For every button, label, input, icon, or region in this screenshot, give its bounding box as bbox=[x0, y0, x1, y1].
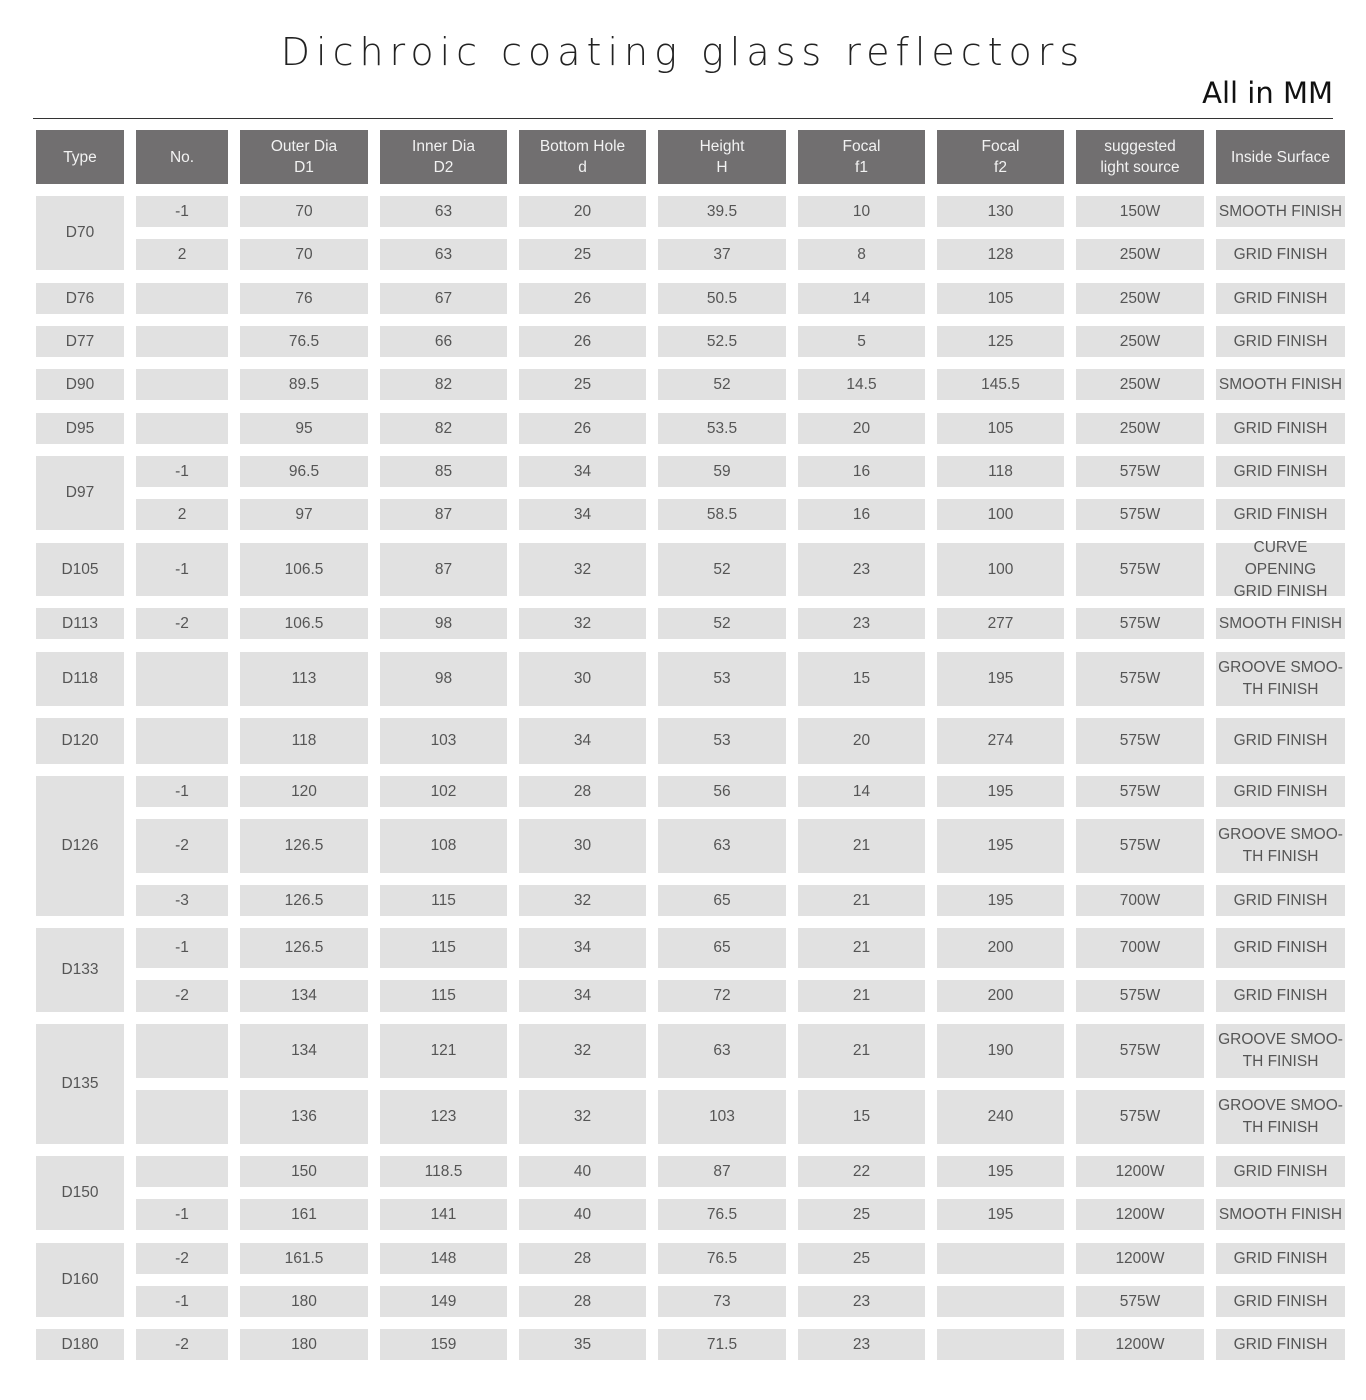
outer-dia-cell: 106.5 bbox=[240, 608, 368, 639]
no-cell bbox=[136, 1090, 228, 1144]
inner-dia-cell: 102 bbox=[380, 776, 507, 807]
inner-dia-cell: 115 bbox=[380, 885, 507, 916]
focal-f1-cell: 16 bbox=[798, 499, 925, 530]
header-label: Height bbox=[699, 138, 745, 155]
bottom-hole-cell: 34 bbox=[519, 928, 646, 968]
surface-line: GRID FINISH bbox=[1233, 332, 1328, 350]
light-source-cell: 250W bbox=[1076, 326, 1204, 357]
inside-surface-cell bbox=[1216, 652, 1345, 706]
surface-line: GRID FINISH bbox=[1233, 1162, 1328, 1180]
type-cell: D97 bbox=[36, 456, 124, 530]
light-source-cell: 575W bbox=[1076, 819, 1204, 873]
bottom-hole-cell: 40 bbox=[519, 1156, 646, 1187]
focal-f2-cell bbox=[937, 1286, 1064, 1317]
inside-surface-cell bbox=[1216, 1090, 1345, 1144]
surface-line: TH FINISH bbox=[1242, 1119, 1319, 1136]
inside-surface-cell bbox=[1216, 369, 1345, 400]
header-label: Outer Dia bbox=[270, 138, 338, 155]
bottom-hole-cell: 34 bbox=[519, 980, 646, 1012]
inner-dia-cell: 63 bbox=[380, 196, 507, 227]
inside-surface-cell bbox=[1216, 819, 1345, 873]
bottom-hole-cell: 32 bbox=[519, 1090, 646, 1144]
bottom-hole-cell: 20 bbox=[519, 196, 646, 227]
inner-dia-cell: 148 bbox=[380, 1243, 507, 1274]
height-cell: 58.5 bbox=[658, 499, 786, 530]
inside-surface-cell bbox=[1216, 196, 1345, 227]
inner-dia-cell: 108 bbox=[380, 819, 507, 873]
focal-f2-cell: 145.5 bbox=[937, 369, 1064, 400]
type-cell: D126 bbox=[36, 776, 124, 916]
no-cell: -1 bbox=[136, 196, 228, 227]
type-cell: D160 bbox=[36, 1243, 124, 1317]
surface-line: SMOOTH FINISH bbox=[1218, 1205, 1343, 1223]
light-source-cell: 250W bbox=[1076, 239, 1204, 270]
height-cell: 53 bbox=[658, 652, 786, 706]
header-label: No. bbox=[169, 148, 195, 166]
inner-dia-cell: 121 bbox=[380, 1024, 507, 1078]
inside-surface-cell bbox=[1216, 776, 1345, 807]
outer-dia-cell: 126.5 bbox=[240, 885, 368, 916]
type-cell: D135 bbox=[36, 1024, 124, 1144]
height-cell: 53 bbox=[658, 718, 786, 764]
height-cell: 50.5 bbox=[658, 283, 786, 314]
light-source-cell: 700W bbox=[1076, 885, 1204, 916]
bottom-hole-cell: 28 bbox=[519, 776, 646, 807]
surface-line: GRID FINISH bbox=[1233, 1249, 1328, 1267]
header-label: light source bbox=[1100, 159, 1180, 176]
outer-dia-cell: 70 bbox=[240, 196, 368, 227]
inside-surface-cell bbox=[1216, 1199, 1345, 1230]
inside-surface-cell bbox=[1216, 1286, 1345, 1317]
outer-dia-cell: 134 bbox=[240, 1024, 368, 1078]
surface-line: GRID FINISH bbox=[1233, 245, 1328, 263]
surface-line: GRID FINISH bbox=[1233, 939, 1328, 956]
focal-f1-cell: 21 bbox=[798, 819, 925, 873]
bottom-hole-cell: 28 bbox=[519, 1286, 646, 1317]
outer-dia-cell: 150 bbox=[240, 1156, 368, 1187]
focal-f2-cell: 240 bbox=[937, 1090, 1064, 1144]
light-source-cell: 575W bbox=[1076, 608, 1204, 639]
inside-surface-cell bbox=[1216, 283, 1345, 314]
focal-f1-cell: 21 bbox=[798, 1024, 925, 1078]
outer-dia-cell: 136 bbox=[240, 1090, 368, 1144]
surface-line: TH FINISH bbox=[1242, 1053, 1319, 1070]
header-label: H bbox=[716, 159, 728, 176]
light-source-cell: 1200W bbox=[1076, 1329, 1204, 1360]
surface-line: SMOOTH FINISH bbox=[1218, 614, 1343, 632]
inside-surface-cell bbox=[1216, 718, 1345, 764]
focal-f1-cell: 14 bbox=[798, 776, 925, 807]
focal-f2-cell: 200 bbox=[937, 980, 1064, 1012]
light-source-cell: 575W bbox=[1076, 652, 1204, 706]
no-cell: -2 bbox=[136, 980, 228, 1012]
surface-line: GROOVE SMOO- bbox=[1218, 659, 1343, 676]
inner-dia-cell: 87 bbox=[380, 543, 507, 596]
focal-f1-cell: 5 bbox=[798, 326, 925, 357]
header-cell bbox=[240, 130, 368, 184]
outer-dia-cell: 120 bbox=[240, 776, 368, 807]
no-cell bbox=[136, 1156, 228, 1187]
focal-f2-cell: 274 bbox=[937, 718, 1064, 764]
inner-dia-cell: 85 bbox=[380, 456, 507, 487]
focal-f2-cell bbox=[937, 1243, 1064, 1274]
surface-line: GRID FINISH bbox=[1233, 289, 1328, 307]
bottom-hole-cell: 32 bbox=[519, 608, 646, 639]
inside-surface-cell bbox=[1216, 928, 1345, 968]
surface-line: GROOVE SMOO- bbox=[1218, 826, 1343, 843]
light-source-cell: 250W bbox=[1076, 369, 1204, 400]
height-cell: 37 bbox=[658, 239, 786, 270]
inner-dia-cell: 118.5 bbox=[380, 1156, 507, 1187]
height-cell: 76.5 bbox=[658, 1199, 786, 1230]
focal-f1-cell: 25 bbox=[798, 1243, 925, 1274]
header-cell bbox=[1216, 130, 1345, 184]
outer-dia-cell: 126.5 bbox=[240, 819, 368, 873]
no-cell: -1 bbox=[136, 928, 228, 968]
type-cell: D70 bbox=[36, 196, 124, 270]
light-source-cell: 250W bbox=[1076, 283, 1204, 314]
header-label: Inside Surface bbox=[1230, 148, 1331, 166]
header-cell bbox=[1076, 130, 1204, 184]
height-cell: 59 bbox=[658, 456, 786, 487]
light-source-cell: 1200W bbox=[1076, 1156, 1204, 1187]
outer-dia-cell: 134 bbox=[240, 980, 368, 1012]
bottom-hole-cell: 34 bbox=[519, 718, 646, 764]
surface-line: GRID FINISH bbox=[1233, 419, 1328, 437]
type-cell: D77 bbox=[36, 326, 124, 357]
surface-line: GRID FINISH bbox=[1233, 782, 1328, 800]
height-cell: 52.5 bbox=[658, 326, 786, 357]
light-source-cell: 700W bbox=[1076, 928, 1204, 968]
height-cell: 65 bbox=[658, 885, 786, 916]
light-source-cell: 575W bbox=[1076, 1286, 1204, 1317]
type-cell: D120 bbox=[36, 718, 124, 764]
no-cell: -1 bbox=[136, 543, 228, 596]
light-source-cell: 575W bbox=[1076, 776, 1204, 807]
outer-dia-cell: 95 bbox=[240, 413, 368, 444]
surface-line: GRID FINISH bbox=[1233, 582, 1328, 600]
no-cell bbox=[136, 326, 228, 357]
focal-f1-cell: 15 bbox=[798, 1090, 925, 1144]
inner-dia-cell: 149 bbox=[380, 1286, 507, 1317]
focal-f2-cell: 195 bbox=[937, 776, 1064, 807]
focal-f1-cell: 16 bbox=[798, 456, 925, 487]
height-cell: 63 bbox=[658, 1024, 786, 1078]
bottom-hole-cell: 26 bbox=[519, 413, 646, 444]
no-cell: -1 bbox=[136, 776, 228, 807]
title-divider bbox=[33, 118, 1333, 119]
no-cell: -2 bbox=[136, 608, 228, 639]
height-cell: 52 bbox=[658, 543, 786, 596]
light-source-cell: 250W bbox=[1076, 413, 1204, 444]
height-cell: 56 bbox=[658, 776, 786, 807]
height-cell: 52 bbox=[658, 608, 786, 639]
header-label: Type bbox=[63, 148, 97, 166]
inside-surface-cell bbox=[1216, 538, 1345, 600]
surface-line: GRID FINISH bbox=[1233, 891, 1328, 909]
no-cell: -1 bbox=[136, 456, 228, 487]
no-cell bbox=[136, 1024, 228, 1078]
surface-line: GRID FINISH bbox=[1233, 732, 1328, 749]
focal-f2-cell: 125 bbox=[937, 326, 1064, 357]
inner-dia-cell: 98 bbox=[380, 652, 507, 706]
outer-dia-cell: 161 bbox=[240, 1199, 368, 1230]
inside-surface-cell bbox=[1216, 456, 1345, 487]
light-source-cell: 575W bbox=[1076, 1024, 1204, 1078]
header-label: f1 bbox=[855, 159, 868, 176]
focal-f1-cell: 21 bbox=[798, 928, 925, 968]
header-cell bbox=[937, 130, 1064, 184]
surface-line: GRID FINISH bbox=[1233, 987, 1328, 1004]
inner-dia-cell: 103 bbox=[380, 718, 507, 764]
header-label: Bottom Hole bbox=[539, 138, 626, 155]
height-cell: 39.5 bbox=[658, 196, 786, 227]
focal-f1-cell: 21 bbox=[798, 980, 925, 1012]
focal-f2-cell: 100 bbox=[937, 499, 1064, 530]
inner-dia-cell: 141 bbox=[380, 1199, 507, 1230]
focal-f2-cell: 105 bbox=[937, 283, 1064, 314]
no-cell bbox=[136, 369, 228, 400]
height-cell: 72 bbox=[658, 980, 786, 1012]
type-cell: D133 bbox=[36, 928, 124, 1012]
type-cell: D76 bbox=[36, 283, 124, 314]
focal-f1-cell: 23 bbox=[798, 1329, 925, 1360]
surface-line: GROOVE SMOO- bbox=[1218, 1031, 1343, 1048]
light-source-cell: 575W bbox=[1076, 543, 1204, 596]
header-cell bbox=[136, 130, 228, 184]
bottom-hole-cell: 32 bbox=[519, 885, 646, 916]
inside-surface-cell bbox=[1216, 326, 1345, 357]
focal-f2-cell bbox=[937, 1329, 1064, 1360]
inner-dia-cell: 123 bbox=[380, 1090, 507, 1144]
type-cell: D90 bbox=[36, 369, 124, 400]
focal-f1-cell: 14 bbox=[798, 283, 925, 314]
inner-dia-cell: 159 bbox=[380, 1329, 507, 1360]
no-cell: -2 bbox=[136, 1329, 228, 1360]
bottom-hole-cell: 34 bbox=[519, 456, 646, 487]
inside-surface-cell bbox=[1216, 1329, 1345, 1360]
no-cell bbox=[136, 413, 228, 444]
unit-note: All in MM bbox=[1202, 76, 1333, 110]
no-cell: 2 bbox=[136, 499, 228, 530]
no-cell bbox=[136, 283, 228, 314]
header-label: Inner Dia bbox=[412, 138, 475, 155]
outer-dia-cell: 76 bbox=[240, 283, 368, 314]
header-label: Focal bbox=[981, 138, 1020, 155]
inner-dia-cell: 63 bbox=[380, 239, 507, 270]
focal-f1-cell: 22 bbox=[798, 1156, 925, 1187]
no-cell: -3 bbox=[136, 885, 228, 916]
focal-f1-cell: 15 bbox=[798, 652, 925, 706]
header-label: D2 bbox=[433, 159, 454, 176]
no-cell: 2 bbox=[136, 239, 228, 270]
header-cell bbox=[36, 130, 124, 184]
inside-surface-cell bbox=[1216, 1243, 1345, 1274]
header-label: f2 bbox=[994, 159, 1007, 176]
outer-dia-cell: 180 bbox=[240, 1329, 368, 1360]
light-source-cell: 150W bbox=[1076, 196, 1204, 227]
focal-f2-cell: 105 bbox=[937, 413, 1064, 444]
focal-f1-cell: 23 bbox=[798, 608, 925, 639]
outer-dia-cell: 70 bbox=[240, 239, 368, 270]
no-cell: -1 bbox=[136, 1199, 228, 1230]
focal-f1-cell: 21 bbox=[798, 885, 925, 916]
bottom-hole-cell: 28 bbox=[519, 1243, 646, 1274]
bottom-hole-cell: 25 bbox=[519, 369, 646, 400]
focal-f2-cell: 195 bbox=[937, 1156, 1064, 1187]
bottom-hole-cell: 30 bbox=[519, 819, 646, 873]
header-cell bbox=[519, 130, 646, 184]
height-cell: 87 bbox=[658, 1156, 786, 1187]
height-cell: 52 bbox=[658, 369, 786, 400]
no-cell: -2 bbox=[136, 819, 228, 873]
surface-line: TH FINISH bbox=[1242, 848, 1319, 865]
height-cell: 65 bbox=[658, 928, 786, 968]
type-cell: D95 bbox=[36, 413, 124, 444]
type-cell: D105 bbox=[36, 543, 124, 596]
surface-line: GRID FINISH bbox=[1233, 1335, 1328, 1353]
inner-dia-cell: 67 bbox=[380, 283, 507, 314]
focal-f2-cell: 200 bbox=[937, 928, 1064, 968]
outer-dia-cell: 180 bbox=[240, 1286, 368, 1317]
height-cell: 103 bbox=[658, 1090, 786, 1144]
outer-dia-cell: 113 bbox=[240, 652, 368, 706]
surface-line: CURVE OPENING bbox=[1244, 538, 1317, 578]
outer-dia-cell: 96.5 bbox=[240, 456, 368, 487]
inner-dia-cell: 115 bbox=[380, 980, 507, 1012]
focal-f2-cell: 118 bbox=[937, 456, 1064, 487]
focal-f2-cell: 195 bbox=[937, 652, 1064, 706]
bottom-hole-cell: 32 bbox=[519, 1024, 646, 1078]
bottom-hole-cell: 26 bbox=[519, 326, 646, 357]
outer-dia-cell: 97 bbox=[240, 499, 368, 530]
surface-line: TH FINISH bbox=[1242, 681, 1319, 698]
light-source-cell: 575W bbox=[1076, 718, 1204, 764]
outer-dia-cell: 89.5 bbox=[240, 369, 368, 400]
no-cell: -2 bbox=[136, 1243, 228, 1274]
height-cell: 76.5 bbox=[658, 1243, 786, 1274]
bottom-hole-cell: 34 bbox=[519, 499, 646, 530]
height-cell: 63 bbox=[658, 819, 786, 873]
inside-surface-cell bbox=[1216, 1156, 1345, 1187]
type-cell: D150 bbox=[36, 1156, 124, 1230]
surface-line: GRID FINISH bbox=[1233, 1292, 1328, 1310]
no-cell bbox=[136, 718, 228, 764]
bottom-hole-cell: 35 bbox=[519, 1329, 646, 1360]
header-cell bbox=[798, 130, 925, 184]
light-source-cell: 1200W bbox=[1076, 1199, 1204, 1230]
inside-surface-cell bbox=[1216, 1024, 1345, 1078]
no-cell: -1 bbox=[136, 1286, 228, 1317]
inner-dia-cell: 82 bbox=[380, 369, 507, 400]
outer-dia-cell: 126.5 bbox=[240, 928, 368, 968]
height-cell: 71.5 bbox=[658, 1329, 786, 1360]
page-title: Dichroic coating glass reflectors bbox=[280, 30, 1086, 74]
no-cell bbox=[136, 652, 228, 706]
bottom-hole-cell: 32 bbox=[519, 543, 646, 596]
type-cell: D113 bbox=[36, 608, 124, 639]
focal-f2-cell: 190 bbox=[937, 1024, 1064, 1078]
focal-f1-cell: 8 bbox=[798, 239, 925, 270]
height-cell: 73 bbox=[658, 1286, 786, 1317]
header-label: D1 bbox=[294, 159, 314, 176]
inside-surface-cell bbox=[1216, 413, 1345, 444]
focal-f2-cell: 130 bbox=[937, 196, 1064, 227]
surface-line: GRID FINISH bbox=[1233, 505, 1328, 523]
bottom-hole-cell: 26 bbox=[519, 283, 646, 314]
header-label: d bbox=[578, 159, 587, 176]
focal-f1-cell: 23 bbox=[798, 1286, 925, 1317]
inner-dia-cell: 98 bbox=[380, 608, 507, 639]
focal-f1-cell: 14.5 bbox=[798, 369, 925, 400]
focal-f2-cell: 128 bbox=[937, 239, 1064, 270]
focal-f2-cell: 277 bbox=[937, 608, 1064, 639]
outer-dia-cell: 118 bbox=[240, 718, 368, 764]
inner-dia-cell: 115 bbox=[380, 928, 507, 968]
inside-surface-cell bbox=[1216, 499, 1345, 530]
focal-f1-cell: 10 bbox=[798, 196, 925, 227]
focal-f1-cell: 23 bbox=[798, 543, 925, 596]
outer-dia-cell: 106.5 bbox=[240, 543, 368, 596]
light-source-cell: 575W bbox=[1076, 980, 1204, 1012]
focal-f2-cell: 100 bbox=[937, 543, 1064, 596]
inside-surface-cell bbox=[1216, 239, 1345, 270]
bottom-hole-cell: 40 bbox=[519, 1199, 646, 1230]
light-source-cell: 575W bbox=[1076, 1090, 1204, 1144]
focal-f1-cell: 20 bbox=[798, 413, 925, 444]
surface-line: SMOOTH FINISH bbox=[1218, 202, 1343, 220]
header-cell bbox=[658, 130, 786, 184]
focal-f2-cell: 195 bbox=[937, 885, 1064, 916]
inner-dia-cell: 66 bbox=[380, 326, 507, 357]
bottom-hole-cell: 30 bbox=[519, 652, 646, 706]
surface-line: GRID FINISH bbox=[1233, 462, 1328, 480]
inside-surface-cell bbox=[1216, 980, 1345, 1012]
header-label: suggested bbox=[1104, 138, 1176, 155]
light-source-cell: 575W bbox=[1076, 499, 1204, 530]
focal-f1-cell: 25 bbox=[798, 1199, 925, 1230]
header-label: Focal bbox=[842, 138, 881, 155]
outer-dia-cell: 76.5 bbox=[240, 326, 368, 357]
surface-line: SMOOTH FINISH bbox=[1218, 375, 1343, 393]
light-source-cell: 1200W bbox=[1076, 1243, 1204, 1274]
inner-dia-cell: 87 bbox=[380, 499, 507, 530]
surface-line: GROOVE SMOO- bbox=[1218, 1097, 1343, 1114]
light-source-cell: 575W bbox=[1076, 456, 1204, 487]
height-cell: 53.5 bbox=[658, 413, 786, 444]
inside-surface-cell bbox=[1216, 608, 1345, 639]
bottom-hole-cell: 25 bbox=[519, 239, 646, 270]
type-cell: D118 bbox=[36, 652, 124, 706]
focal-f2-cell: 195 bbox=[937, 1199, 1064, 1230]
inner-dia-cell: 82 bbox=[380, 413, 507, 444]
inside-surface-cell bbox=[1216, 885, 1345, 916]
focal-f1-cell: 20 bbox=[798, 718, 925, 764]
outer-dia-cell: 161.5 bbox=[240, 1243, 368, 1274]
type-cell: D180 bbox=[36, 1329, 124, 1360]
focal-f2-cell: 195 bbox=[937, 819, 1064, 873]
header-cell bbox=[380, 130, 507, 184]
